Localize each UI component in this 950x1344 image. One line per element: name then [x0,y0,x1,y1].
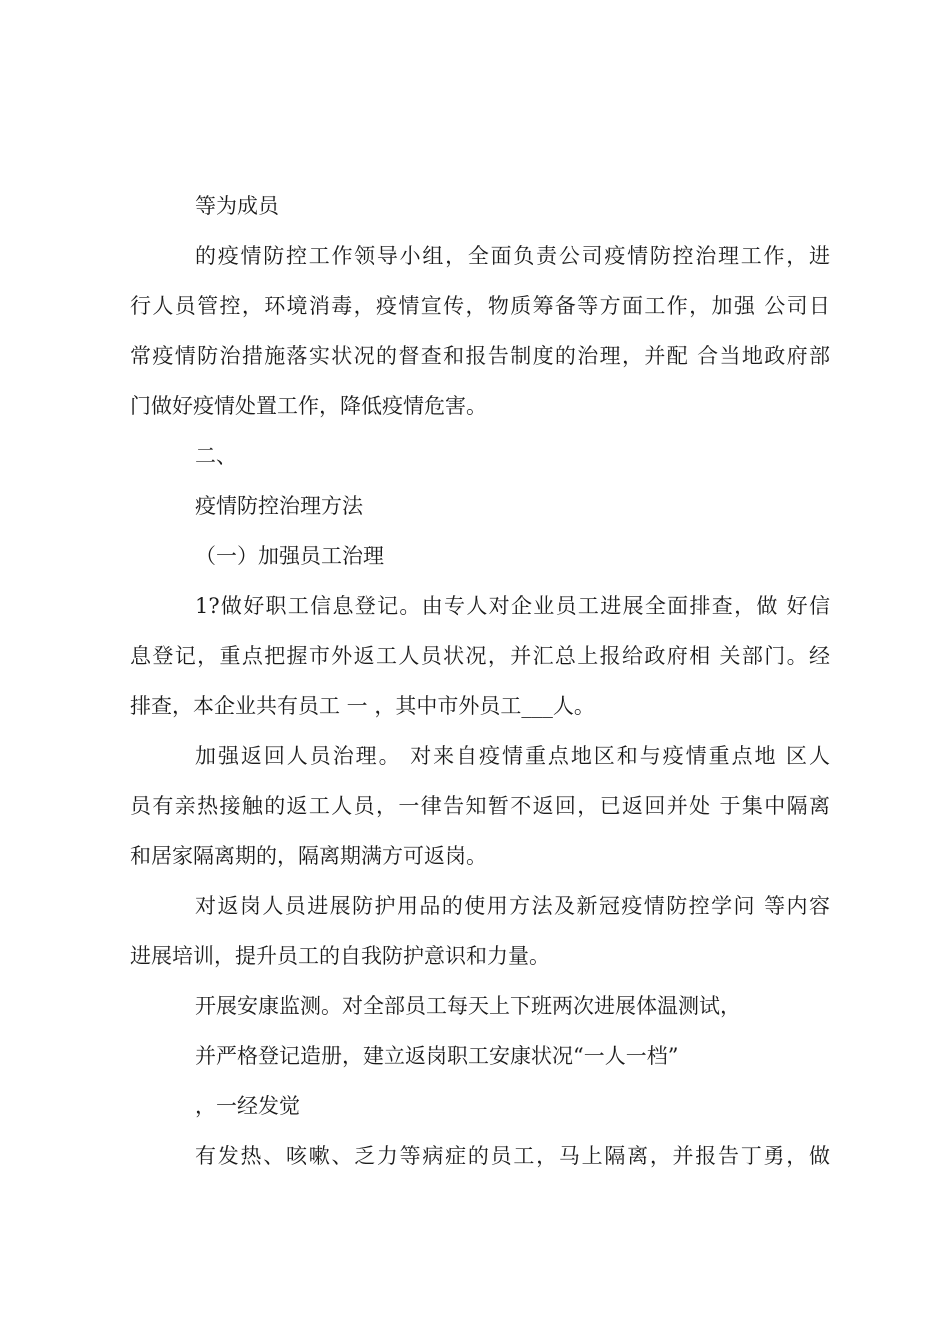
text-line: 1?做好职工信息登记。由专人对企业员工进展全面排查，做 好信 [195,594,830,618]
text-line: 进展培训，提升员工的自我防护意识和力量。 [130,944,550,968]
text-line: 员有亲热接触的返工人员，一律告知暂不返回，已返回并处 于集中隔离 [130,794,830,818]
text-line: 并严格登记造册，建立返岗职工安康状况“一人一档” [195,1044,679,1068]
text-line: 息登记，重点把握市外返工人员状况，并汇总上报给政府相 关部门。经 [130,644,830,668]
text-line: 有发热、咳嗽、乏力等病症的员工，马上隔离，并报告丁勇，做 [195,1144,830,1168]
text-line: 排查，本企业共有员工 一 ，其中市外员工___人。 [130,694,595,718]
section-number: 二、 [195,444,237,468]
text-line: 加强返回人员治理。 对来自疫情重点地区和与疫情重点地 区人 [195,744,830,768]
text-line: 行人员管控，环境消毒，疫情宣传，物质筹备等方面工作，加强 公司日 [130,294,830,318]
text-line: 开展安康监测。对全部员工每天上下班两次进展体温测试， [195,994,741,1018]
section-heading: 疫情防控治理方法 [195,494,363,518]
text-line: ，一经发觉 [195,1094,300,1118]
subsection-heading: （一）加强员工治理 [195,544,384,568]
text-line: 门做好疫情处置工作，降低疫情危害。 [130,394,487,418]
text-line: 常疫情防治措施落实状况的督查和报告制度的治理，并配 合当地政府部 [130,344,830,368]
text-line: 和居家隔离期的，隔离期满方可返岗。 [130,844,487,868]
text-line: 对返岗人员进展防护用品的使用方法及新冠疫情防控学问 等内容 [195,894,830,918]
text-line: 等为成员 [195,194,279,218]
text-line: 的疫情防控工作领导小组，全面负责公司疫情防控治理工作，进 [195,244,830,268]
